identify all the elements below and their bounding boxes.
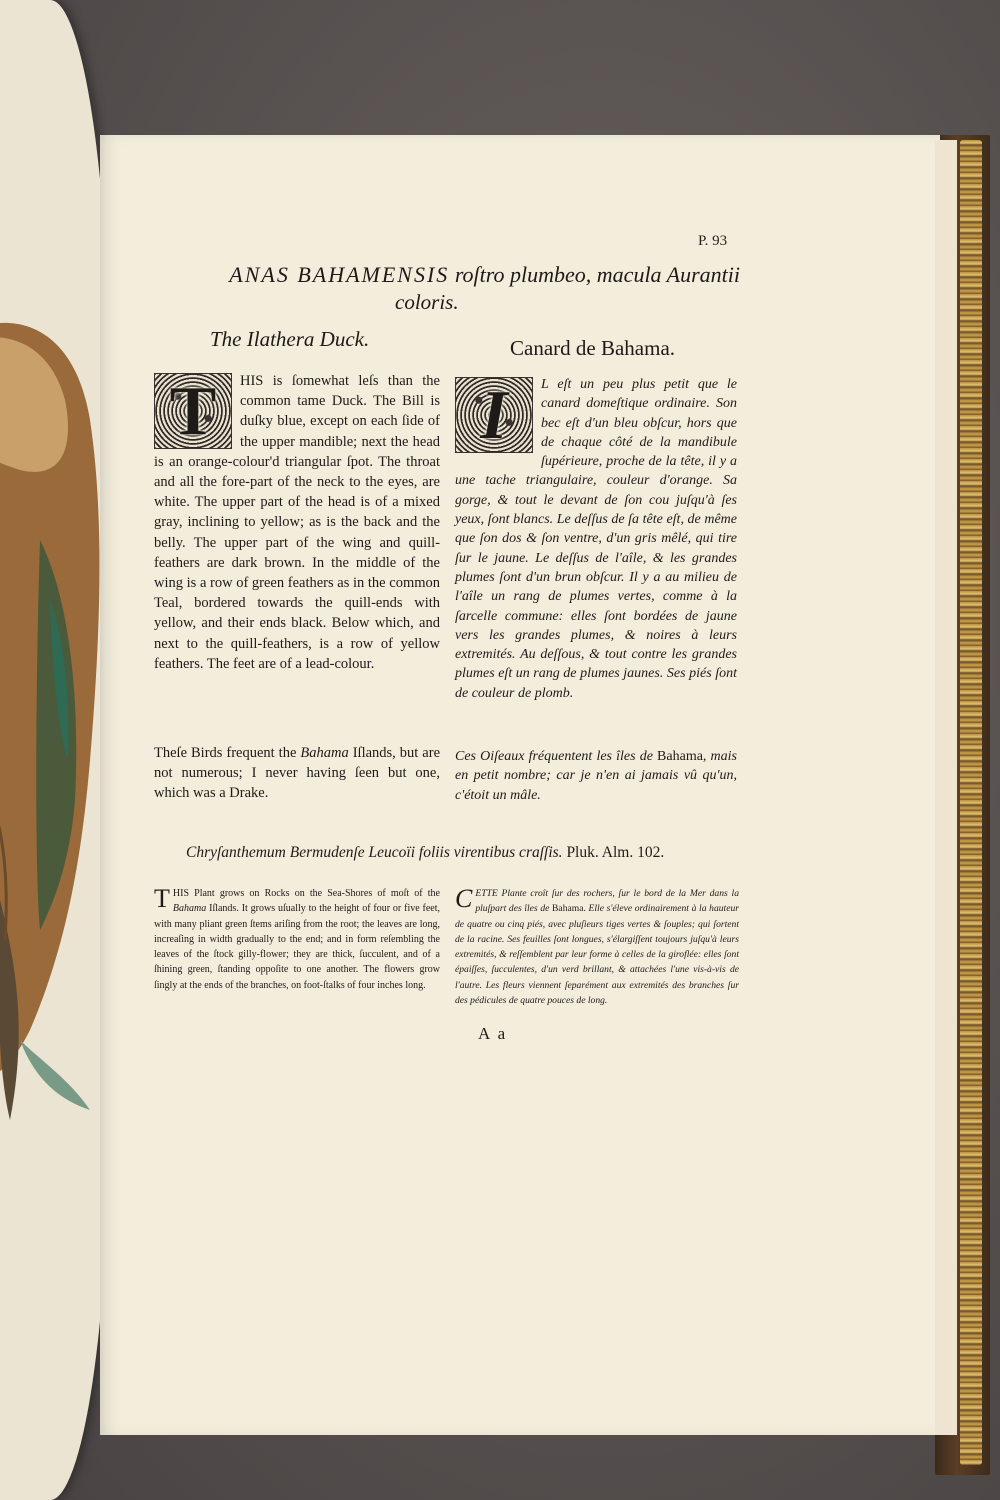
english-paragraph-2: Theſe Birds frequent the Bahama Iſlands, but are not numerous; I never having ſeen but one, which was a Drake.: [154, 745, 441, 802]
french-heading: Canard de Bahama.: [510, 336, 676, 360]
french-paragraph-2: Ces Oiſeaux fréquentent les îles de Bahama, mais en petit nombre; car je n'en ai jamais vû qu'un, c'étoit un mâle.: [455, 749, 737, 803]
latin-title-rest: roſtro plumbeo, macula Aurantii: [454, 262, 740, 287]
botanical-title: Chryſanthemum Bermudenſe Leucoïi foliis virentibus craſſis. Pluk. Alm. 102.: [186, 844, 665, 861]
english-heading: The Ilathera Duck.: [210, 327, 370, 351]
ornamental-drop-cap-i: I: [455, 377, 533, 453]
left-facing-page: [0, 0, 110, 1500]
signature-mark: A a: [478, 1024, 508, 1043]
english-paragraph-1: T HIS is ſomewhat leſs than the common tame Duck. The Bill is duſky blue, except on each ſide of the upper mandible; next the head is an orange-colour'd triangular ſpot. The throat and all the fore-part of the neck to the eyes, are white. The upper part of the head is of a mixed gray, inclining to yellow; as is the back and the belly. The upper part of the wing and quill-feathers are dark brown. In the middle of the wing is a row of green feathers as in the common Teal, bordered towards the quill-ends with yellow, and their ends black. Below which, and next to the quill-feathers, is a row of yellow feathers. The feet are of a lead-colour.: [154, 373, 440, 672]
french-paragraph-1: I L eſt un peu plus petit que le canard domeſtique ordinaire. Son bec eſt d'un bleu obſcur, hors que de chaque côté de la mandibule ſupérieure, proche de la tête, il y a une tache triangulaire, couleur d'orange. Sa gorge, & tout le devant de ſon cou juſqu'à ſes yeux, ſont blancs. Le deſſus de ſa tête eſt, de même que ſon dos & ſon ventre, d'un gris mêlé, qui tire ſur le jaune. Le deſſus de l'aîle, & les grandes plumes ſont d'un brun obſcur. Il y a au milieu de l'aîle un rang de plumes vertes, comme à la ſarcelle commune: elles ſont bordées de jaune vers les grandes plumes, & noires à leurs extremités. Au deſſous, & tout contre les grandes plumes eſt un rang de plumes jaunes. Ses piés ſont de couleur de plomb.: [455, 377, 737, 701]
latin-title-caps: ANAS BAHAMENSIS: [229, 262, 450, 287]
gilt-tooled-edge: [960, 140, 982, 1465]
plant-english-paragraph: THIS Plant grows on Rocks on the Sea-Shores of moſt of the Bahama Iſlands. It grows uſually to the height of four or five feet, with many pliant green ſtems ariſing from the root; the leaves are long, increaſing in width gradually to the end; and in form reſembling the leaves of the ſtock gilly-flower; they are thick, ſucculent, and of a ſhining green, ſtanding oppoſite to one another. The flowers grow ſingly at the ends of the branches, on foot-ſtalks of four inches long.: [154, 884, 441, 991]
latin-title: [170, 262, 740, 288]
page-number: P. 93: [698, 233, 728, 249]
ornamental-drop-cap-t: T: [154, 373, 232, 449]
duck-illustration: [0, 0, 110, 1500]
latin-title-line2: coloris.: [395, 290, 459, 314]
plant-french-paragraph: CETTE Plante croît ſur des rochers, ſur le bord de la Mer dans la pluſpart des îles de Bahama. Elle s'éleve ordinairement à la hauteur de quatre ou cinq piés, avec pluſieurs tiges vertes & ſouples; qui ſortent de la racine. Ses feuilles ſont longues, s'élargiſſent toujours juſqu'à leurs extremités, & reſſemblent par leur forme à celles de la giroflée: elles ſont épaiſſes, ſucculentes, d'un verd brillant, & attachées l'une vis-à-vis de l'autre. Les fleurs viennent ſeparément aux extremités des branches ſur des pédicules de quatre pouces de long.: [455, 884, 739, 1007]
page-edges: [935, 140, 957, 1435]
